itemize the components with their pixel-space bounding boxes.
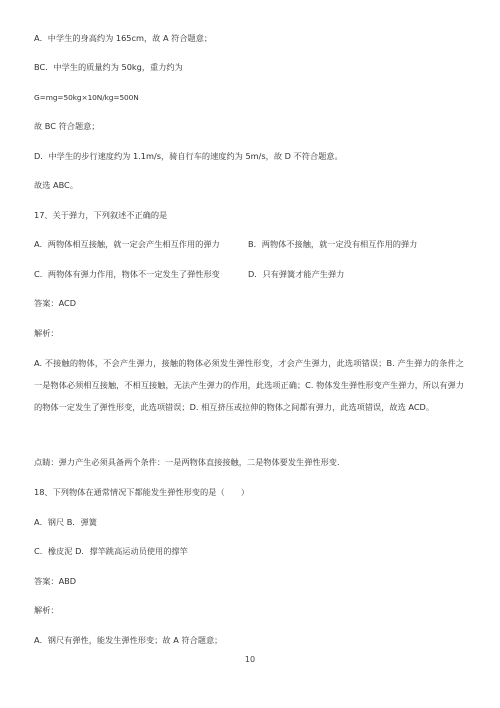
text-line-bc-mass: BC．中学生的质量约为 50kg，重力约为 — [34, 62, 183, 72]
question-17-analysis-label: 解析： — [34, 328, 59, 338]
question-18-options-cd: C．橡皮泥 D．撑竿跳高运动员使用的撑竿 — [34, 546, 188, 556]
question-17-option-d: D．只有弹簧才能产生弹力 — [248, 269, 345, 279]
question-17-option-b: B．两物体不接触，就一定没有相互作用的弹力 — [248, 239, 418, 249]
question-17-option-c: C．两物体有弹力作用，物体不一定发生了弹性形变 — [34, 269, 220, 279]
question-18-options-ab: A．钢尺 B．弹簧 — [34, 517, 97, 527]
question-18-answer: 答案：ABD — [34, 576, 77, 586]
question-17-stem: 17、关于弹力，下列叙述不正确的是 — [34, 210, 168, 220]
text-line-d-speed: D．中学生的步行速度约为 1.1m/s，骑自行车的速度约为 5m/s，故 D 不符合题意。 — [34, 151, 343, 161]
question-17-analysis-text: A. 不接触的物体，不会产生弹力，接触的物体必须发生弹性形变，才会产生弹力，此选项错误；B. 产生弹力的条件之一是物体必须相互接触，不相互接触，无法产生弹力的作用，此选项正确；C. 物体发生弹性形变产生弹力，所以有弹力的物体一定发生了弹性形变，此选项错误；D. 相互挤压或拉伸的物体之间都有弹力，此选项错误，故选 ACD。 — [34, 358, 464, 412]
question-17-answer: 答案：ACD — [34, 298, 77, 308]
text-line-bc-conclusion: 故 BC 符合题意； — [34, 121, 100, 131]
question-18-analysis-label: 解析： — [34, 605, 59, 615]
question-17-option-a: A．两物体相互接触，就一定会产生相互作用的弹力 — [34, 239, 220, 249]
question-18-stem: 18、下列物体在通常情况下都能发生弹性形变的是（ ） — [34, 487, 250, 497]
text-line-a-height: A．中学生的身高约为 165cm，故 A 符合题意； — [34, 33, 213, 43]
gravity-formula: G=mg=50kg×10N/kg=500N — [34, 93, 139, 102]
question-17-tip: 点睛：弹力产生必须具备两个条件：一是两物体直接接触，二是物体要发生弹性形变. — [34, 457, 340, 467]
page-number: 10 — [244, 655, 256, 664]
question-18-analysis-a: A．钢尺有弹性，能发生弹性形变；故 A 符合题意； — [34, 635, 223, 645]
text-line-choose-abc: 故选 ABC。 — [34, 180, 78, 190]
